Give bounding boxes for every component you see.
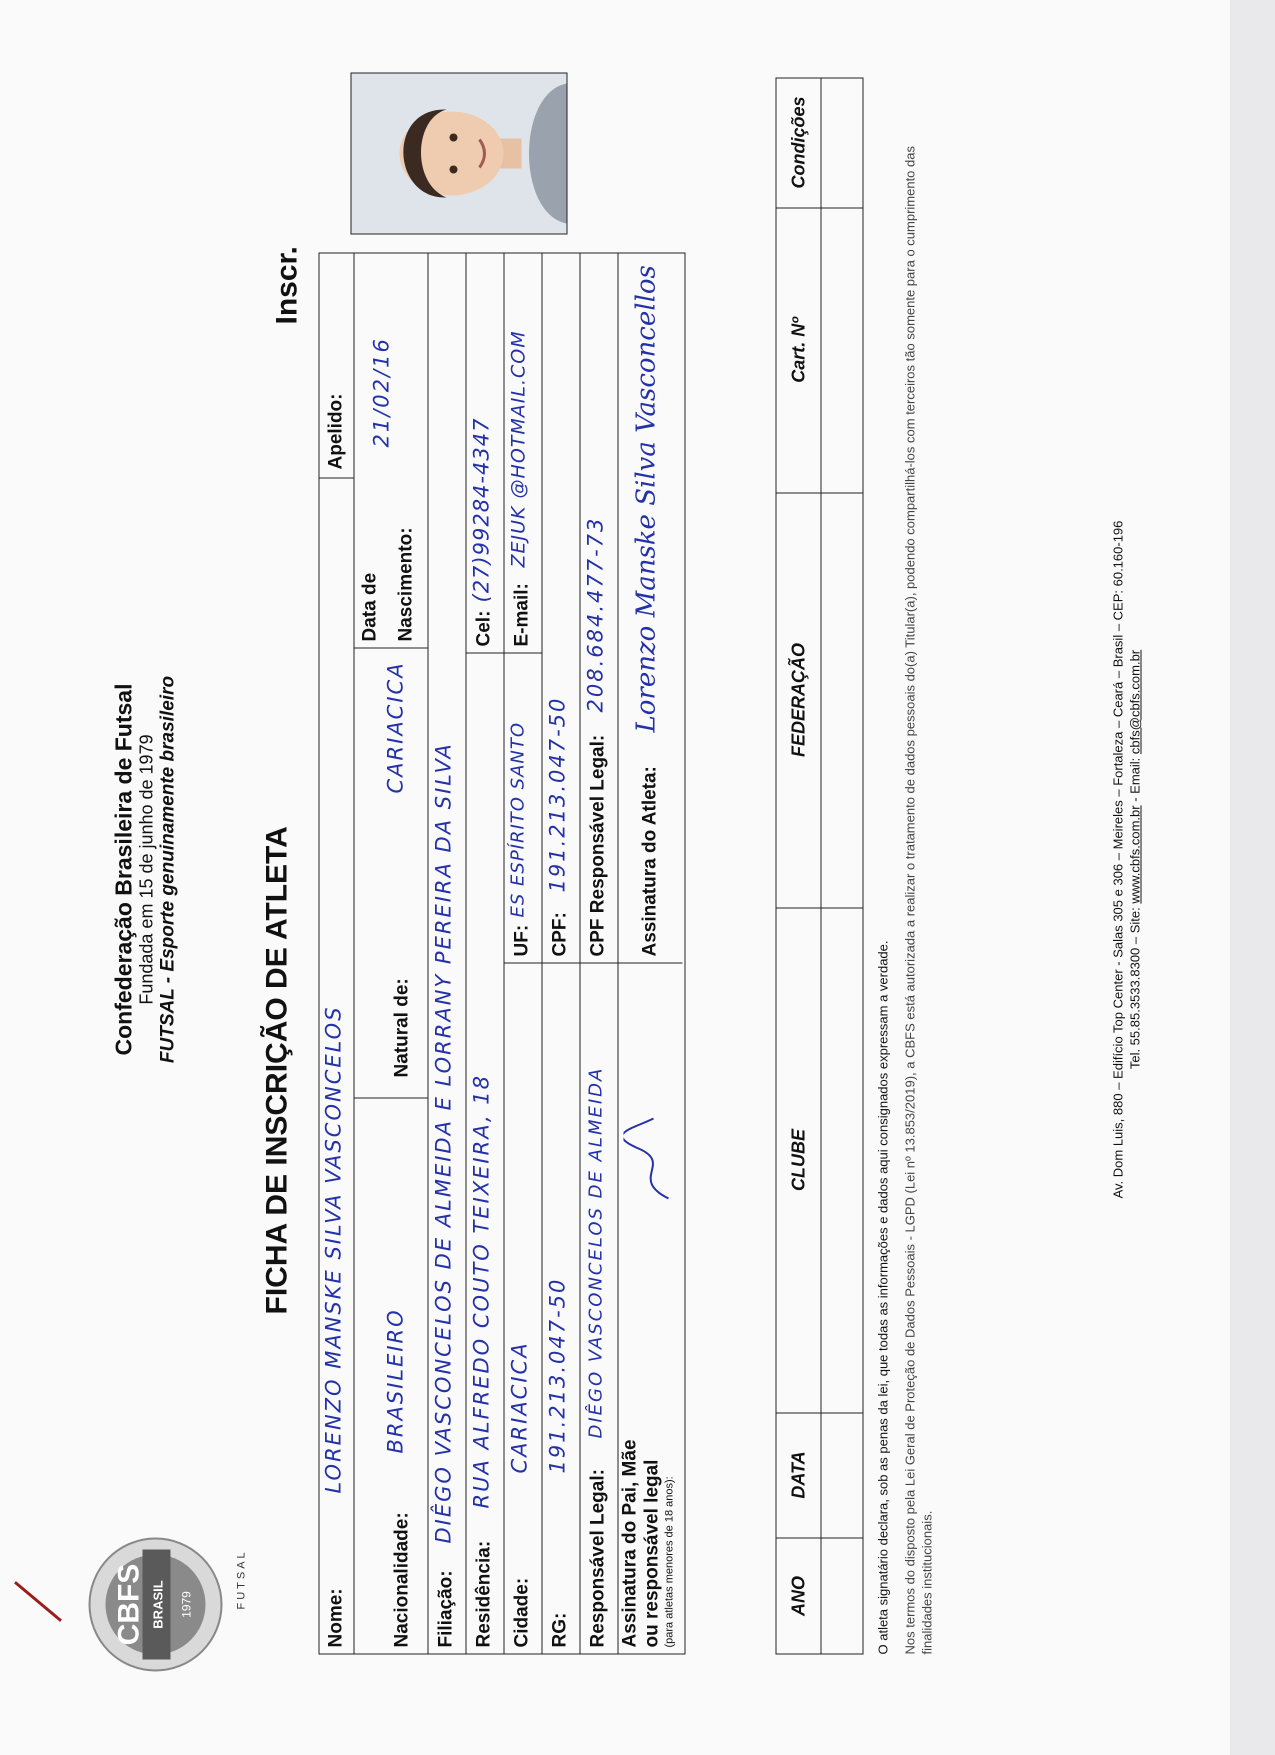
rg-label: RG: [549, 1612, 571, 1648]
responsavel-value[interactable]: DIÊGO VASCONCELOS DE ALMEIDA [585, 1066, 607, 1439]
apelido-cell [320, 253, 354, 479]
lgpd-text: Nos termos do disposto pela Lei Geral de Proteção de Dados Pessoais - LGPD (Lei nº 13.853/2019), a CBFS está autorizada a realizar o tratamento de dados pessoais do(a) Titular(a), podendo compartilhá-los com terceiros tão somente para o cumprimento das finalidades institucionais. [902, 146, 935, 1655]
row-nome [320, 254, 355, 1654]
row-assinaturas [618, 254, 683, 1654]
history-header-federacao: FEDERAÇÃO [788, 643, 809, 758]
email-prefix: - Email: [1127, 754, 1143, 806]
history-header-cart: Cart. Nº [788, 317, 809, 383]
logo-year: 1979 [179, 1591, 194, 1618]
cpf-cell [542, 253, 580, 964]
cbfs-logo [81, 1530, 231, 1680]
nome-value[interactable]: LORENZO MANSKE SILVA VASCONCELOS [321, 1005, 346, 1494]
logo-subtitle: FUTSAL [235, 1549, 248, 1610]
nascimento-value[interactable]: 21/02/16 [369, 337, 394, 448]
org-header [111, 640, 180, 1100]
history-header-clube: CLUBE [788, 1129, 809, 1191]
cpf-resp-value[interactable]: 208.684.477-73 [583, 516, 608, 713]
contact-line [1127, 410, 1144, 1310]
athlete-photo-image [352, 74, 567, 234]
cel-value[interactable]: (27)99284-4347 [469, 417, 494, 603]
org-founded: Fundada em 15 de junho de 1979 [136, 734, 157, 1005]
inscr-label: Inscr. [270, 246, 304, 325]
scan-edge [1230, 0, 1275, 1755]
history-table [776, 78, 864, 1655]
history-header-data: DATA [788, 1451, 809, 1499]
nome-label: Nome: [325, 1588, 347, 1648]
cidade-label: Cidade: [511, 1577, 533, 1648]
cpf-label: CPF: [549, 912, 571, 957]
history-col-condicoes [777, 78, 863, 209]
cpf-resp-label: CPF Responsável Legal: [587, 734, 609, 957]
history-col-ano [777, 1539, 863, 1654]
logo-country: BRASIL [150, 1580, 166, 1629]
assinatura-resp-label-2: ou responsável legal [641, 1459, 663, 1648]
natural-cell [354, 868, 428, 1099]
nascimento-cell [354, 253, 428, 649]
address-line: Av. Dom Luis, 880 – Edifício Top Center - Salas 305 e 306 – Meireles – Fortaleza – Ceará – Brasil – CEP: 60.160-196 [1110, 520, 1126, 1199]
responsavel-signature [624, 1114, 679, 1204]
history-col-federacao [777, 493, 863, 909]
assinatura-resp-label-1: Assinatura do Pai, Mãe [619, 1439, 641, 1648]
history-header-ano: ANO [788, 1576, 809, 1616]
row-nacionalidade [354, 254, 429, 1654]
row-rg [542, 254, 581, 1654]
assinatura-atleta-value: Lorenzo Manske Silva Vasconcellos [631, 265, 662, 733]
footer-address [1111, 410, 1145, 1310]
history-col-data [777, 1413, 863, 1539]
logo-text: CBFS [112, 1563, 146, 1646]
filiacao-label: Filiação: [435, 1570, 457, 1648]
cpf-resp-cell [580, 253, 618, 964]
residencia-label: Residência: [473, 1540, 495, 1648]
history-col-clube [777, 908, 863, 1414]
nacionalidade-label: Nacionalidade: [391, 1512, 413, 1648]
registration-form [61, 45, 1161, 1710]
rg-value[interactable]: 191.213.047-50 [545, 1277, 570, 1474]
uf-label: UF: [511, 924, 533, 957]
nascimento-label-1: Data de [359, 572, 381, 642]
natural-label: Natural de: [391, 978, 413, 1078]
cel-label: Cel: [473, 610, 495, 647]
assinatura-resp-label-3: (para atletas menores de 18 anos): [663, 1476, 676, 1648]
email-cell [504, 253, 542, 654]
responsavel-label: Responsável Legal: [587, 1469, 609, 1648]
history-col-cart [777, 208, 863, 494]
nascimento-label-2: Nascimento: [395, 527, 417, 642]
residencia-value[interactable]: RUA ALFREDO COUTO TEIXEIRA, 18 [469, 1073, 494, 1509]
apelido-label: Apelido: [325, 393, 347, 470]
email-value[interactable]: ZEJUK @HOTMAIL.COM [507, 330, 530, 568]
org-tagline: FUTSAL - Esporte genuinamente brasileiro [157, 675, 179, 1064]
cpf-value[interactable]: 191.213.047-50 [545, 696, 570, 893]
site-link[interactable]: www.cbfs.com.br [1127, 805, 1143, 904]
cidade-value[interactable]: CARIACICA [507, 1341, 532, 1474]
history-header-condicoes: Condições [788, 96, 809, 189]
uf-value[interactable]: ES ESPÍRITO SANTO [507, 721, 529, 918]
declaration-text: O atleta signatário declara, sob as penas da lei, que todas as informações e dados aqui consignados expressam a verdade. [875, 940, 891, 1655]
email-link[interactable]: cbfs@cbfs.com.br [1127, 649, 1143, 755]
email-label: E-mail: [511, 583, 533, 647]
assinatura-atleta-label: Assinatura do Atleta: [639, 766, 661, 957]
row-responsavel [580, 254, 619, 1654]
athlete-photo [351, 73, 568, 235]
org-name: Confederação Brasileira de Futsal [110, 683, 137, 1056]
row-filiacao [428, 254, 467, 1654]
cel-cell [466, 253, 504, 654]
natural-value[interactable]: CARIACICA [383, 661, 408, 794]
uf-cell [504, 653, 542, 964]
athlete-data-table [319, 253, 686, 1655]
nacionalidade-value[interactable]: BRASILEIRO [383, 1308, 408, 1454]
filiacao-value[interactable]: DIÊGO VASCONCELOS DE ALMEIDA E LORRANY PEREIRA DA SILVA [431, 742, 456, 1544]
assinatura-atleta-cell [618, 253, 683, 964]
row-cidade [504, 254, 543, 1654]
row-residencia [466, 254, 505, 1654]
form-title: FICHA DE INSCRIÇÃO DE ATLETA [260, 826, 294, 1315]
contact-prefix: Tel. 55.85.3533.8300 – Site: [1127, 903, 1143, 1070]
